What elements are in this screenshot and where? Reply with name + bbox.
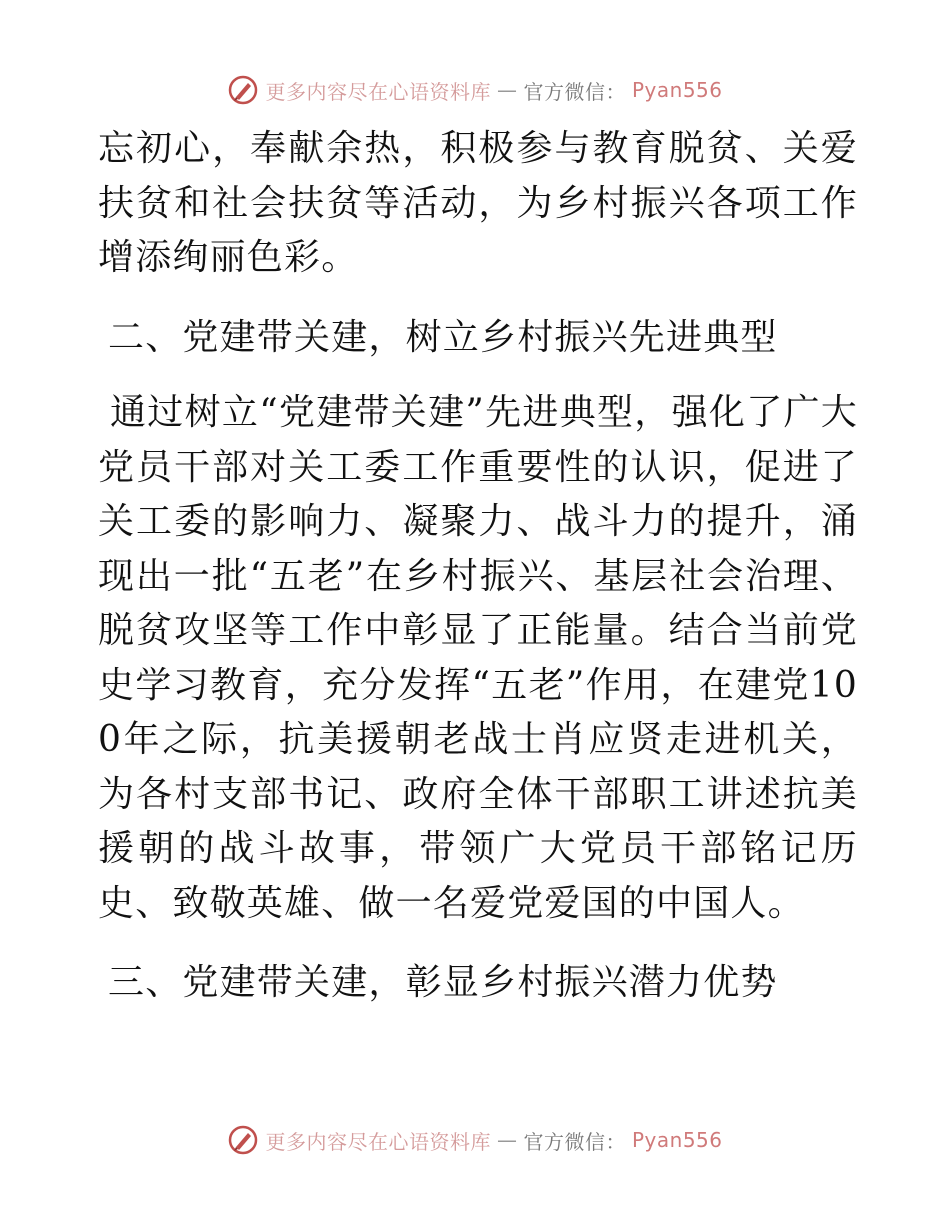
watermark-main-text: 更多内容尽在心语资料库 [265,79,491,104]
watermark-official-label: 官方微信： [523,1129,626,1154]
watermark-official-label: 官方微信： [523,79,626,104]
paragraph-2-text: 通过树立“党建带关建”先进典型，强化了广大党员干部对关工委工作重要性的认识，促进了关工委的影响力、凝聚力、战斗力的提升，涌现出一批“五老”在乡村振兴、基层社会治理、脱贫攻坚等工作中彰显了正能量。结合当前党史学习教育，充分发挥“五老”作用，在建党100年之际，抗美援朝老战士肖应贤走进机关，为各村支部书记、政府全体干部职工讲述抗美援朝的战斗故事，带领广大党员干部铭记历史、致敬英雄、做一名爱党爱国的中国人。 [98,392,858,924]
pen-logo-icon [227,1124,259,1156]
watermark-separator: — [496,78,518,102]
paragraph-1: 忘初心，奉献余热，积极参与教育脱贫、关爱扶贫和社会扶贫等活动，为乡村振兴各项工作增添绚丽色彩。 [98,128,858,278]
document-body [98,122,858,1011]
footer-watermark [0,1124,950,1156]
header-watermark [0,74,950,106]
section-heading-3: 三、党建带关建，彰显乡村振兴潜力优势 [108,962,778,1003]
watermark-separator: — [496,1128,518,1152]
pen-logo-icon [227,74,259,106]
watermark-wechat-id: Pyan556 [631,1128,723,1152]
watermark-wechat-id: Pyan556 [631,78,723,102]
section-heading-2: 二、党建带关建，树立乡村振兴先进典型 [108,316,778,358]
paragraph-2 [98,386,858,931]
watermark-main-text: 更多内容尽在心语资料库 [265,1129,491,1154]
